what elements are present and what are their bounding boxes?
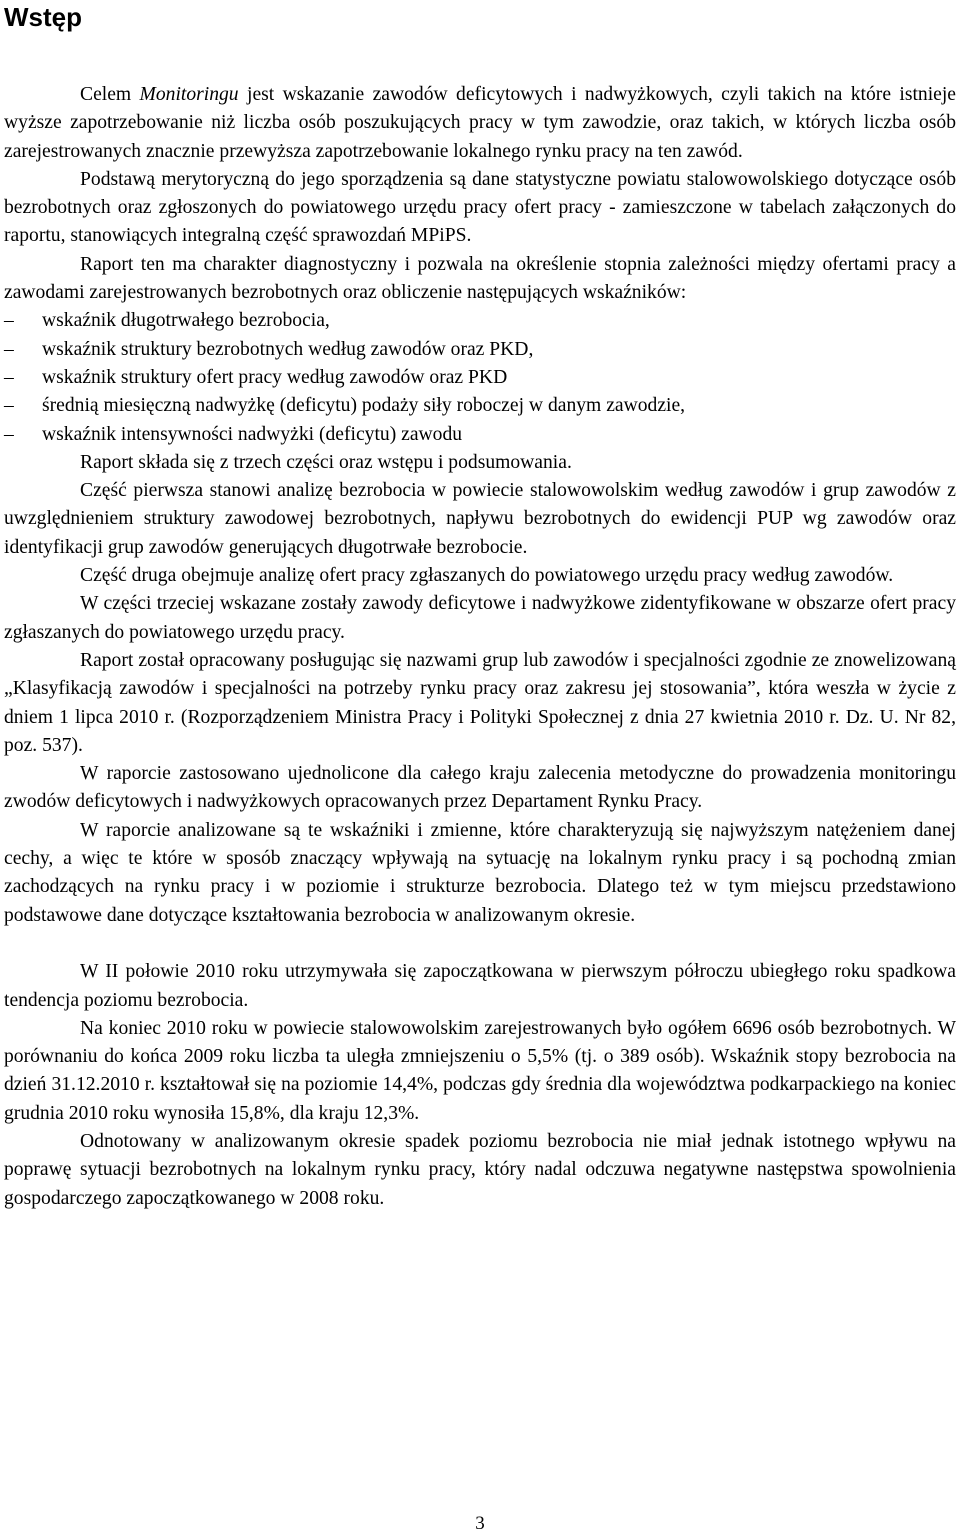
paragraph-part-three: W części trzeciej wskazane zostały zawody deficytowe i nadwyżkowe zidentyfikowane w obszarze ofert pracy zgłaszanych do powiatowego urzędu pracy. bbox=[4, 593, 956, 643]
list-item bbox=[4, 392, 956, 420]
paragraph-purpose-rest: jest wskazanie zawodów deficytowych i nadwyżkowych, czyli takich na które istnieje wyższe zapotrzebowanie niż liczba osób poszukujących pracy w tym zawodzie, oraz takich, w których liczba osób zarejestrowanych znacznie przewyższa zapotrzebowanie lokalnego rynku pracy na ten zawód. bbox=[4, 84, 956, 162]
document-body bbox=[4, 81, 956, 1213]
list-item-text: wskaźnik struktury ofert pracy według zawodów oraz PKD bbox=[42, 366, 508, 388]
paragraph-classification: Raport został opracowany posługując się nazwami grup lub zawodów i specjalności zgodnie ze znowelizowaną „Klasyfikacją zawodów i specjalności na potrzeby rynku pracy oraz zakresu jej stosowania”, która weszła w życie z dniem 1 lipca 2010 r. (Rozporządzeniem Ministra Pracy i Polityki Społecznej z dnia 27 kwietnia 2010 r. Dz. U. Nr 82, poz. 537). bbox=[4, 649, 956, 756]
paragraph-purpose bbox=[4, 81, 956, 166]
dash-bullet: – bbox=[4, 423, 14, 445]
paragraph-basis: Podstawą merytoryczną do jego sporządzenia są dane statystyczne powiatu stalowowolskiego dotyczące osób bezrobotnych oraz zgłoszonych do powiatowego urzędu pracy ofert pracy - zamieszczone w tabelach załączonych do raportu, stanowiących integralną część sprawozdań MPiPS. bbox=[4, 168, 956, 247]
dash-bullet: – bbox=[4, 310, 14, 332]
page-title: Wstęp bbox=[4, 2, 82, 32]
monitoring-term: Monitoringu bbox=[139, 84, 239, 105]
paragraph-diagnostic: Raport ten ma charakter diagnostyczny i pozwala na określenie stopnia zależności między ofertami pracy a zawodami zarejestrowanych bezrobotnych oraz obliczenie następujących wskaźników: bbox=[4, 253, 956, 304]
paragraph-statistics: Na koniec 2010 roku w powiecie stalowowolskim zarejestrowanych było ogółem 6696 osób bezrobotnych. W porównaniu do końca 2009 roku liczba ta uległa zmniejszeniu o 5,5% (tj. o 389 osób). Wskaźnik stopy bezrobocia na dzień 31.12.2010 r. kształtował się na poziomie 14,4%, podczas gdy średnia dla województwa podkarpackiego na koniec grudnia 2010 roku wynosiła 15,8%, dla kraju 12,3%. bbox=[4, 1017, 956, 1124]
dash-bullet: – bbox=[4, 395, 14, 417]
page-number: 3 bbox=[475, 1513, 485, 1534]
paragraph-indicators: W raporcie analizowane są te wskaźniki i zmienne, które charakteryzują się najwyższym natężeniem danej cechy, a więc te które w sposób znaczący wpływają na sytuację na lokalnym rynku pracy i są pochodną zmian zachodzących na rynku pracy i w poziomie i strukturze bezrobocia. Dlatego też w tym miejscu przedstawiono podstawowe dane dotyczące kształtowania bezrobocia w analizowanym okresie. bbox=[4, 819, 956, 926]
list-item-text: wskaźnik długotrwałego bezrobocia, bbox=[42, 310, 330, 332]
list-item bbox=[4, 364, 956, 392]
document-page bbox=[4, 0, 956, 1209]
list-item bbox=[4, 307, 956, 335]
paragraph-part-one: Część pierwsza stanowi analizę bezrobocia w powiecie stalowowolskim według zawodów i grup zawodów z uwzględnieniem struktury zawodowej bezrobotnych, napływu bezrobotnych do ewidencji PUP wg zawodów oraz identyfikacji grup zawodów generujących długotrwałe bezrobocie. bbox=[4, 480, 956, 558]
list-item bbox=[4, 421, 956, 449]
list-item-text: średnią miesięczną nadwyżkę (deficytu) podaży siły roboczej w danym zawodzie, bbox=[42, 395, 686, 417]
dash-bullet: – bbox=[4, 338, 14, 360]
indicator-list bbox=[4, 307, 956, 448]
paragraph-structure: Raport składa się z trzech części oraz wstępu i podsumowania. bbox=[80, 451, 572, 473]
paragraph-trend: W II połowie 2010 roku utrzymywała się zapoczątkowana w pierwszym półroczu ubiegłego roku spadkowa tendencja poziomu bezrobocia. bbox=[4, 961, 956, 1011]
dash-bullet: – bbox=[4, 366, 14, 388]
paragraph-purpose-lead: Celem bbox=[80, 84, 140, 105]
paragraph-impact: Odnotowany w analizowanym okresie spadek poziomu bezrobocia nie miał jednak istotnego wpływu na poprawę sytuacji bezrobotnych na lokalnym rynku pracy, który nadal odczuwa negatywne następstwa spowolnienia gospodarczego zapoczątkowanego w 2008 roku. bbox=[4, 1130, 956, 1209]
paragraph-part-two: Część druga obejmuje analizę ofert pracy zgłaszanych do powiatowego urzędu pracy według zawodów. bbox=[80, 565, 894, 587]
list-item-text: wskaźnik intensywności nadwyżki (deficytu) zawodu bbox=[42, 423, 463, 445]
paragraph-methodology: W raporcie zastosowano ujednolicone dla całego kraju zalecenia metodyczne do prowadzenia monitoringu zwodów deficytowych i nadwyżkowych opracowanych przez Departament Rynku Pracy. bbox=[4, 763, 956, 813]
list-item-text: wskaźnik struktury bezrobotnych według zawodów oraz PKD, bbox=[42, 338, 534, 360]
list-item bbox=[4, 336, 956, 364]
